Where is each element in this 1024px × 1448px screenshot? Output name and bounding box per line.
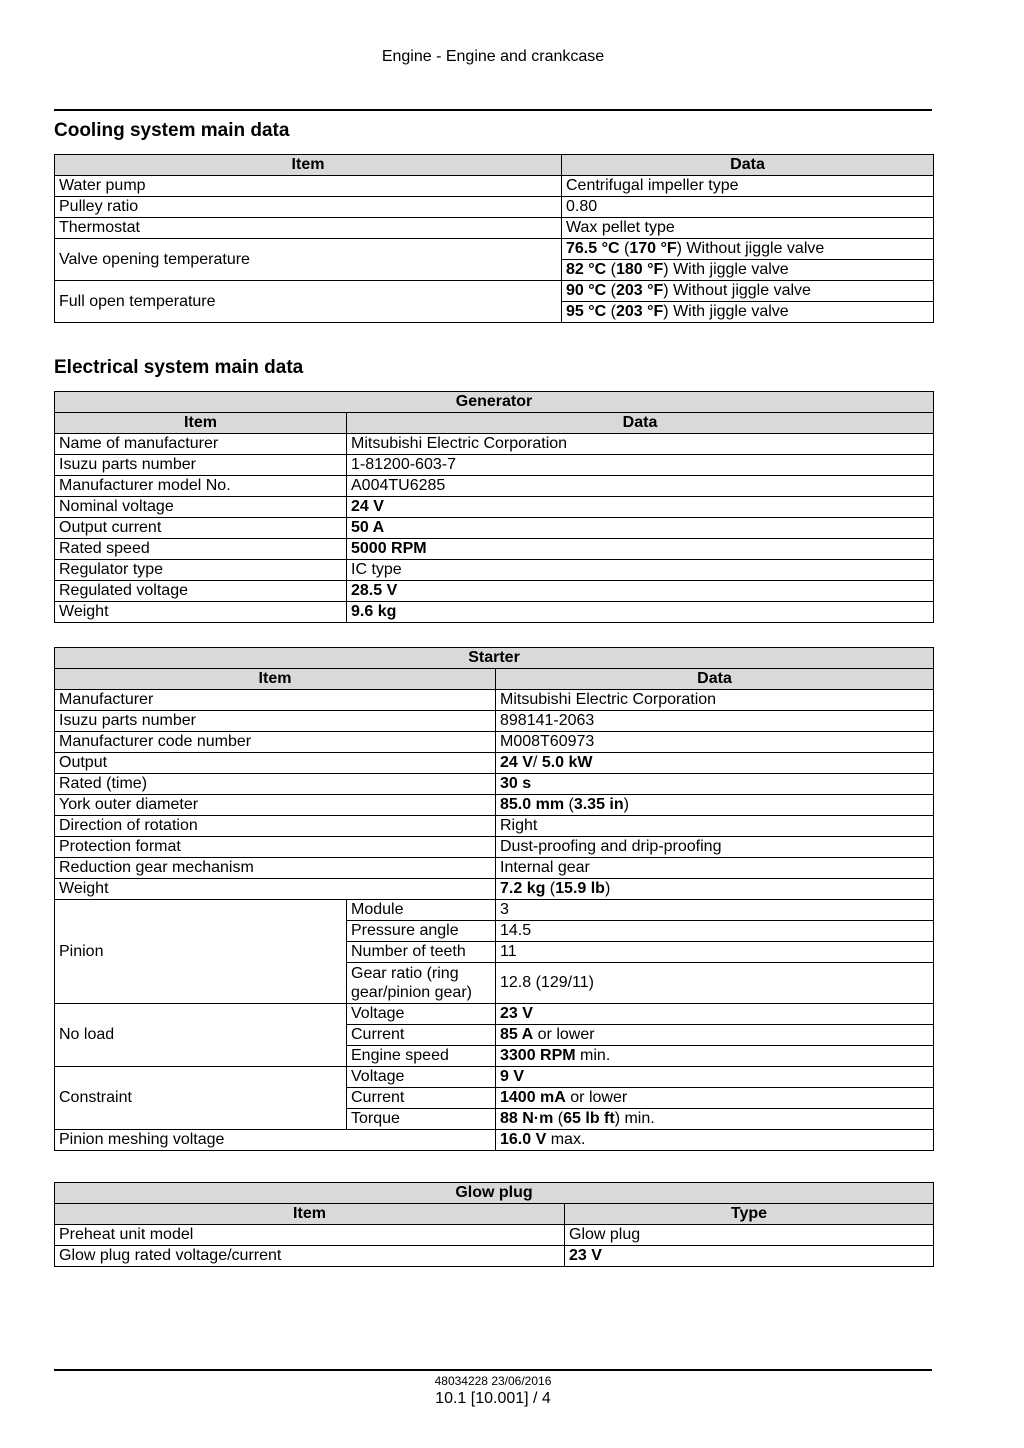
value-bold: 16.0 V <box>500 1131 547 1148</box>
cell-subitem: Current <box>347 1025 496 1046</box>
cell-item: Pulley ratio <box>55 197 562 218</box>
column-header-item: Item <box>55 413 347 434</box>
value-bold: 3300 RPM <box>500 1047 576 1064</box>
cell-item: Isuzu parts number <box>55 711 496 732</box>
cell-item: Output <box>55 753 496 774</box>
cell-item: Full open temperature <box>55 281 562 323</box>
cell-data: 76.5 °C (170 °F) Without jiggle valve <box>562 239 934 260</box>
table-row <box>55 795 934 816</box>
cell-data <box>347 518 934 539</box>
table-row <box>55 281 934 302</box>
footer-doc-number: 48034228 23/06/2016 <box>434 1374 552 1388</box>
table-row <box>55 711 934 732</box>
table-header-row <box>55 1204 934 1225</box>
starter-heading: Starter <box>55 648 934 669</box>
temp-fahrenheit: 203 °F <box>615 282 664 299</box>
cell-item: Direction of rotation <box>55 816 496 837</box>
cell-item: Regulated voltage <box>55 581 347 602</box>
table-row <box>55 560 934 581</box>
cell-data: Glow plug <box>565 1225 934 1246</box>
electrical-section-title: Electrical system main data <box>54 357 304 378</box>
column-header-item: Item <box>55 1204 565 1225</box>
temp-note: With jiggle valve <box>673 303 789 320</box>
cell-data <box>347 497 934 518</box>
cell-data: 11 <box>496 942 934 963</box>
cell-data <box>496 753 934 774</box>
cell-data <box>565 1246 934 1267</box>
header-divider <box>54 109 932 111</box>
value-bold: 15.9 lb <box>555 880 605 897</box>
cell-item: No load <box>55 1004 347 1067</box>
cell-item: Pinion <box>55 900 347 1004</box>
cell-data: 898141-2063 <box>496 711 934 732</box>
glow-plug-table <box>54 1182 934 1267</box>
value-rest: max. <box>546 1131 586 1148</box>
footer-divider <box>54 1369 932 1371</box>
table-row <box>55 1246 934 1267</box>
cooling-table <box>54 154 934 323</box>
cell-subitem: Number of teeth <box>347 942 496 963</box>
cell-data: 85.0 mm (3.35 in) <box>496 795 934 816</box>
cell-subitem: Module <box>347 900 496 921</box>
cell-item: Reduction gear mechanism <box>55 858 496 879</box>
table-row <box>55 1067 934 1088</box>
cell-item: Isuzu parts number <box>55 455 347 476</box>
value-separator: / <box>532 754 542 771</box>
table-row <box>55 176 934 197</box>
glow-plug-heading: Glow plug <box>55 1183 934 1204</box>
cell-data <box>347 602 934 623</box>
table-row <box>55 1225 934 1246</box>
table-row <box>55 816 934 837</box>
value-bold: 88 N·m <box>500 1110 554 1127</box>
column-header-item: Item <box>55 155 562 176</box>
column-header-data: Data <box>562 155 934 176</box>
cell-data: 1-81200-603-7 <box>347 455 934 476</box>
cell-item: Water pump <box>55 176 562 197</box>
cooling-section-title: Cooling system main data <box>54 120 290 141</box>
cell-data <box>496 1130 934 1151</box>
value-bold: 24 V <box>351 498 384 515</box>
value-bold: 65 lb ft <box>563 1110 615 1127</box>
value-bold: 85 A <box>500 1026 534 1043</box>
generator-heading: Generator <box>55 392 934 413</box>
temp-celsius: 76.5 °C <box>566 240 620 257</box>
cell-data <box>496 1088 934 1109</box>
value-rest: min. <box>620 1110 655 1127</box>
temp-fahrenheit: 180 °F <box>615 261 664 278</box>
cell-data: 14.5 <box>496 921 934 942</box>
cell-item: Weight <box>55 879 496 900</box>
table-header-row <box>55 413 934 434</box>
cell-subitem: Gear ratio (ring gear/pinion gear) <box>347 963 496 1004</box>
table-header-row <box>55 155 934 176</box>
value-bold: 5.0 kW <box>541 754 593 771</box>
cell-item: Rated (time) <box>55 774 496 795</box>
table-row <box>55 581 934 602</box>
value-bold: 50 A <box>351 519 385 536</box>
cell-data: 90 °C (203 °F) Without jiggle valve <box>562 281 934 302</box>
cell-data: A004TU6285 <box>347 476 934 497</box>
cell-data: Right <box>496 816 934 837</box>
cell-item: Valve opening temperature <box>55 239 562 281</box>
table-row <box>55 518 934 539</box>
table-row <box>55 434 934 455</box>
value-bold: 7.2 kg <box>500 880 546 897</box>
cell-data: 82 °C (180 °F) With jiggle valve <box>562 260 934 281</box>
value-bold: 1400 mA <box>500 1089 566 1106</box>
cell-subitem: Torque <box>347 1109 496 1130</box>
table-row <box>55 1130 934 1151</box>
temp-celsius: 82 °C <box>566 261 607 278</box>
table-row <box>55 602 934 623</box>
temp-note: Without jiggle valve <box>673 282 811 299</box>
cell-item: Preheat unit model <box>55 1225 565 1246</box>
value-bold: 24 V <box>500 754 533 771</box>
column-header-data: Data <box>496 669 934 690</box>
table-row <box>55 753 934 774</box>
table-row <box>55 497 934 518</box>
cell-data: 12.8 (129/11) <box>496 963 934 1004</box>
page-header-title: Engine - Engine and crankcase <box>381 48 605 65</box>
cell-data <box>496 1025 934 1046</box>
cell-subitem: Engine speed <box>347 1046 496 1067</box>
cell-data <box>347 539 934 560</box>
cell-item: Manufacturer model No. <box>55 476 347 497</box>
value-bold: 23 V <box>500 1005 533 1022</box>
table-row <box>55 900 934 921</box>
table-header-row <box>55 669 934 690</box>
table-row <box>55 837 934 858</box>
cell-item: Regulator type <box>55 560 347 581</box>
value-bold: 5000 RPM <box>351 540 427 557</box>
table-row <box>55 774 934 795</box>
value-rest: or lower <box>533 1026 595 1043</box>
cell-data: Mitsubishi Electric Corporation <box>347 434 934 455</box>
cell-data: 88 N·m (65 lb ft) min. <box>496 1109 934 1130</box>
cell-item: Pinion meshing voltage <box>55 1130 496 1151</box>
cell-data <box>347 581 934 602</box>
table-row <box>55 455 934 476</box>
cell-data: IC type <box>347 560 934 581</box>
table-row <box>55 197 934 218</box>
column-header-type: Type <box>565 1204 934 1225</box>
value-bold: 85.0 mm <box>500 796 565 813</box>
cell-item: Rated speed <box>55 539 347 560</box>
cell-data: Dust-proofing and drip-proofing <box>496 837 934 858</box>
cell-data <box>496 774 934 795</box>
cell-data: Mitsubishi Electric Corporation <box>496 690 934 711</box>
value-bold: 23 V <box>569 1247 602 1264</box>
cell-item: Glow plug rated voltage/current <box>55 1246 565 1267</box>
table-row <box>55 1004 934 1025</box>
table-row <box>55 690 934 711</box>
cell-subitem: Pressure angle <box>347 921 496 942</box>
value-rest: min. <box>575 1047 611 1064</box>
temp-fahrenheit: 170 °F <box>629 240 677 257</box>
cell-data: M008T60973 <box>496 732 934 753</box>
table-title-row <box>55 1183 934 1204</box>
cell-item: York outer diameter <box>55 795 496 816</box>
table-title-row <box>55 392 934 413</box>
cell-item: Constraint <box>55 1067 347 1130</box>
starter-table <box>54 647 934 1151</box>
cell-data: 0.80 <box>562 197 934 218</box>
cell-item: Protection format <box>55 837 496 858</box>
cell-data: 95 °C (203 °F) With jiggle valve <box>562 302 934 323</box>
value-bold: 9.6 kg <box>351 603 397 620</box>
value-bold: 30 s <box>500 775 532 792</box>
table-row <box>55 539 934 560</box>
temp-celsius: 95 °C <box>566 303 607 320</box>
cell-data <box>496 1067 934 1088</box>
cell-data: 7.2 kg (15.9 lb) <box>496 879 934 900</box>
table-row <box>55 858 934 879</box>
temp-note: Without jiggle valve <box>686 240 825 257</box>
column-header-data: Data <box>347 413 934 434</box>
column-header-item: Item <box>55 669 496 690</box>
cell-data: Centrifugal impeller type <box>562 176 934 197</box>
cell-data: Internal gear <box>496 858 934 879</box>
cell-data: 3 <box>496 900 934 921</box>
footer-page-number: 10.1 [10.001] / 4 <box>435 1390 551 1407</box>
cell-item: Output current <box>55 518 347 539</box>
cell-item: Weight <box>55 602 347 623</box>
cell-item: Nominal voltage <box>55 497 347 518</box>
cell-data <box>496 1046 934 1067</box>
cell-data: Wax pellet type <box>562 218 934 239</box>
cell-subitem: Voltage <box>347 1067 496 1088</box>
generator-table <box>54 391 934 623</box>
table-row <box>55 218 934 239</box>
table-row <box>55 476 934 497</box>
cell-data <box>496 1004 934 1025</box>
cell-item: Manufacturer <box>55 690 496 711</box>
temp-celsius: 90 °C <box>566 282 607 299</box>
cell-subitem: Current <box>347 1088 496 1109</box>
table-title-row <box>55 648 934 669</box>
cell-item: Manufacturer code number <box>55 732 496 753</box>
value-rest: or lower <box>565 1089 628 1106</box>
temp-fahrenheit: 203 °F <box>615 303 664 320</box>
table-row <box>55 239 934 260</box>
table-row <box>55 732 934 753</box>
value-bold: 28.5 V <box>351 582 398 599</box>
value-bold: 9 V <box>500 1068 525 1085</box>
value-bold: 3.35 in <box>573 796 624 813</box>
cell-item: Thermostat <box>55 218 562 239</box>
cell-item: Name of manufacturer <box>55 434 347 455</box>
table-row <box>55 879 934 900</box>
temp-note: With jiggle valve <box>673 261 789 278</box>
cell-subitem: Voltage <box>347 1004 496 1025</box>
